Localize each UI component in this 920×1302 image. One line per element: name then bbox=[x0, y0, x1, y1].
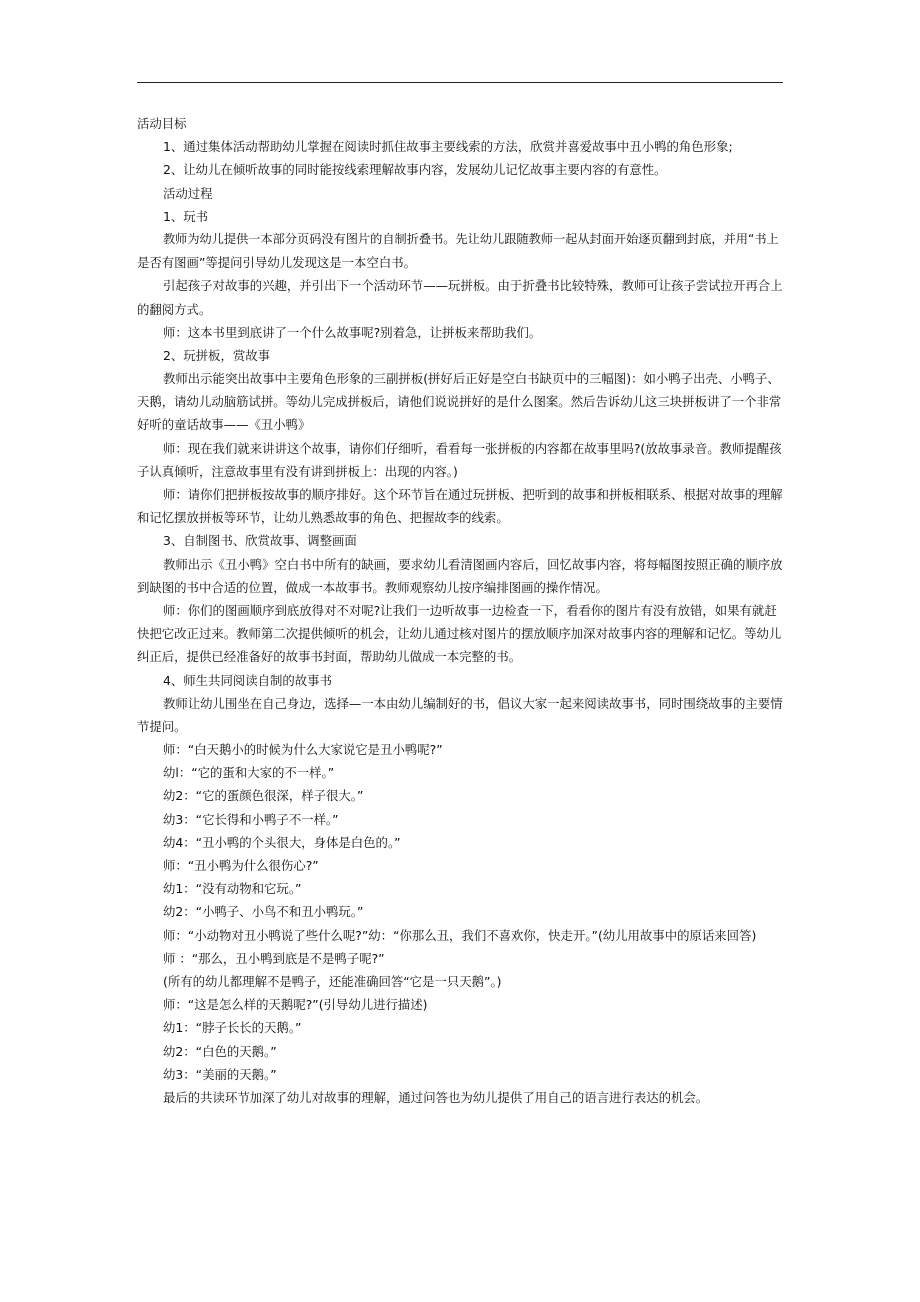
text-line: 教师出示《丑小鸭》空白书中所有的缺画，要求幼儿看清图画内容后，回忆故事内容，将每幅图按照正确的顺序放 bbox=[163, 556, 783, 572]
text-line: 和记忆摆放拼板等环节，让幼儿熟悉故事的角色、把握故李的线索。 bbox=[137, 510, 509, 526]
text-line: 活动过程 bbox=[163, 185, 213, 201]
text-line: 子认真倾听，注意故事里有没有讲到拼板上：出现的内容。) bbox=[137, 463, 458, 479]
text-line: 教师出示能突出故事中主要角色形象的三副拼板(拼好后正好是空白书缺页中的三幅图)：如小鸭子出壳、小鸭子、 bbox=[163, 371, 780, 387]
text-line: 师：“小动物对丑小鸭说了些什么呢?”幼：“你那么丑，我们不喜欢你，快走开。”(幼儿用故事中的原话来回答) bbox=[163, 927, 757, 943]
text-line: 幼2：“小鸭子、小鸟不和丑小鸭玩。” bbox=[163, 904, 364, 920]
text-line: 幼l：“它的蛋和大家的不一样。” bbox=[163, 765, 335, 781]
text-line: 师：“白天鹅小的时候为什么大家说它是丑小鸭呢?” bbox=[163, 742, 443, 758]
text-line: 天鹅，请幼儿动脑筋试拼。等幼儿完成拼板后，请他们说说拼好的是什么图案。然后告诉幼儿这三块拼板讲了一个非常 bbox=[137, 394, 782, 410]
header-rule bbox=[137, 82, 783, 83]
text-line: 幼1：“脖子长长的天鹅。” bbox=[163, 1020, 302, 1036]
text-line: 师：这本书里到底讲了一个什么故事呢?别着急，让拼板来帮助我们。 bbox=[163, 324, 542, 340]
text-line: 幼1：“没有动物和它玩。” bbox=[163, 881, 302, 897]
text-line: 教师让幼儿围坐在自己身边，选择—一本由幼儿编制好的书，倡议大家一起来阅读故事书，同时围绕故事的主要情 bbox=[163, 695, 783, 711]
text-line: 幼3：“它长得和小鸭子不一样。” bbox=[163, 811, 339, 827]
text-line: 活动目标 bbox=[137, 116, 187, 131]
text-line: 师：你们的图画顺序到底放得对不对呢?让我们一边听故事一边检查一下，看看你的图片有没有放错，如果有就赶 bbox=[163, 602, 777, 618]
text-line: 幼4：“丑小鸭的个头很大，身体是白色的。” bbox=[163, 834, 401, 850]
text-line: 1、通过集体活动帮助幼儿掌握在阅读时抓住故事主要线索的方法，欣赏并喜爱故事中丑小鸭的角色形象; bbox=[163, 139, 733, 155]
text-line: 4、师生共同阅读自制的故事书 bbox=[163, 672, 332, 688]
text-line: 快把它改正过来。教师第二次提供倾听的机会，让幼儿通过核对图片的摆放顺序加深对故事内容的理解和记忆。等幼儿 bbox=[137, 626, 782, 642]
text-line: 幼3：“美丽的天鹅。” bbox=[163, 1066, 277, 1082]
text-line: 2、让幼儿在倾听故事的同时能按线索理解故事内容，发展幼儿记忆故事主要内容的有意性。 bbox=[163, 162, 667, 178]
text-line: 师 ：“那么，丑小鸭到底是不是鸭子呢?” bbox=[163, 950, 385, 966]
text-line: 师：“这是怎么样的天鹅呢?”(引导幼儿进行描述) bbox=[163, 997, 428, 1013]
text-line: 幼2：“它的蛋颜色很深，样子很大。” bbox=[163, 788, 364, 804]
text-line: 3、自制图书、欣赏故事、调整画面 bbox=[163, 533, 357, 549]
text-line: 师：现在我们就来讲讲这个故事，请你们仔细听，看看每一张拼板的内容都在故事里吗?(放故事录音。教师提醒孩 bbox=[163, 440, 782, 456]
text-line: 引起孩子对故事的兴趣，并引出下一个活动环节——玩拼板。由于折叠书比较特殊，教师可让孩子尝试拉开再合上 bbox=[163, 278, 783, 294]
text-line: 师：“丑小鸭为什么很伤心?” bbox=[163, 858, 319, 873]
text-line: 师：请你们把拼板按故事的顺序排好。这个环节旨在通过玩拼板、把听到的故事和拼板相联系、根据对故事的理解 bbox=[163, 487, 783, 502]
text-line: 好听的童话故事——《丑小鸭》 bbox=[137, 417, 311, 433]
document-body bbox=[137, 112, 783, 1109]
text-line: 的翻阅方式。 bbox=[137, 301, 212, 317]
text-line: 2、玩拼板，赏故事 bbox=[163, 347, 271, 363]
text-line: 幼2：“白色的天鹅。” bbox=[163, 1043, 277, 1059]
text-line: 节提问。 bbox=[137, 718, 187, 734]
text-line: 最后的共读环节加深了幼儿对故事的理解，通过问答也为幼儿提供了用自己的语言进行表达的机会。 bbox=[163, 1089, 709, 1105]
text-line: 1、玩书 bbox=[163, 208, 209, 224]
text-line: 纠正后，提供已经准备好的故事书封面，帮助幼儿做成一本完整的书。 bbox=[137, 649, 522, 665]
text-line: 教师为幼儿提供一本部分页码没有图片的自制折叠书。先让幼儿跟随教师一起从封面开始逐页翻到封底，并用“书上 bbox=[163, 231, 779, 246]
text-line: 是否有图画”等提问引导幼儿发现这是一本空白书。 bbox=[137, 255, 417, 271]
text-line: (所有的幼儿都理解不是鸭子，还能准确回答“它是一只天鹅”。) bbox=[163, 973, 502, 989]
text-line: 到缺图的书中合适的位置，做成一本故事书。教师观察幼儿按序编排图画的操作情况。 bbox=[137, 579, 608, 595]
